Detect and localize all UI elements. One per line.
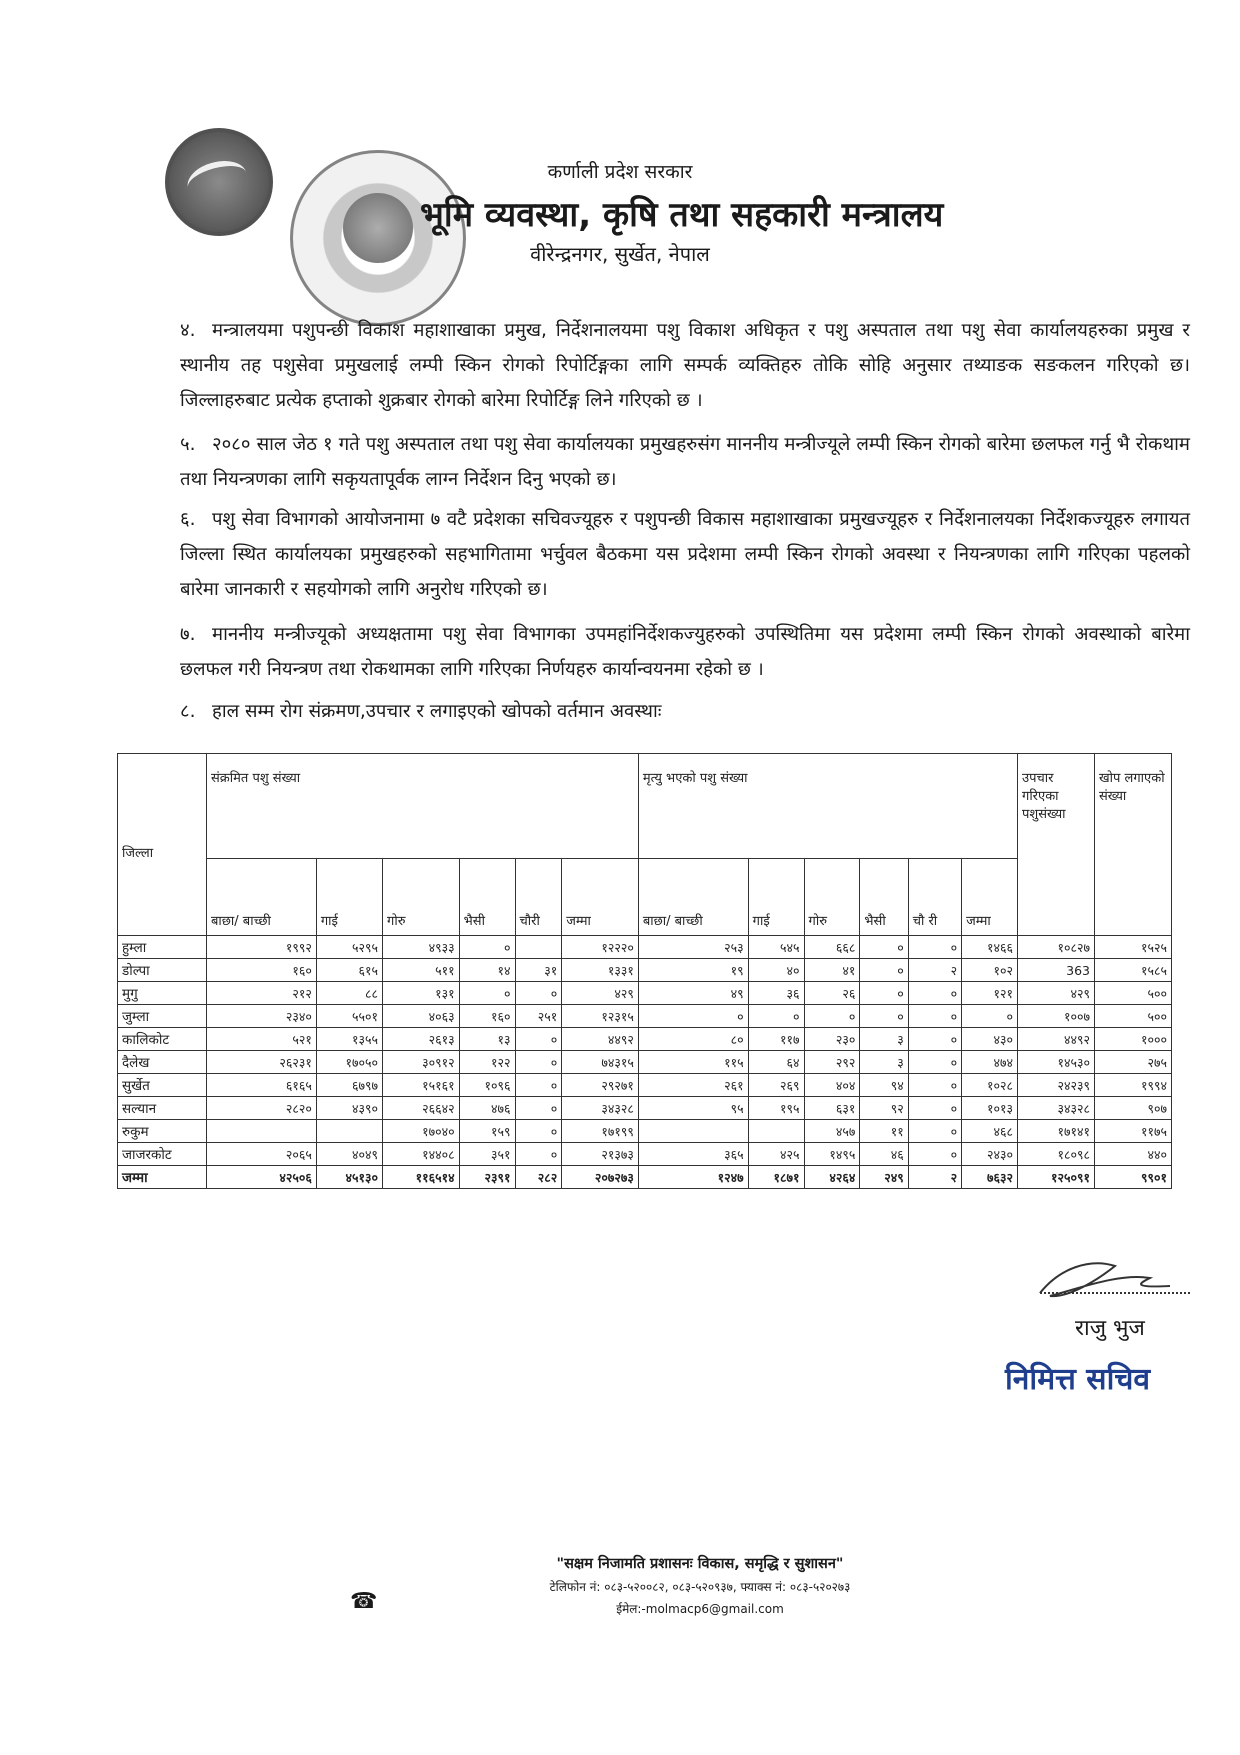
value-cell: 363 (1018, 959, 1095, 982)
value-cell: २४३० (962, 1143, 1018, 1166)
value-cell: ६६८ (804, 936, 860, 959)
sub-header: भैसी (459, 859, 515, 936)
value-cell: ० (908, 1143, 961, 1166)
value-cell: १०२८ (962, 1074, 1018, 1097)
value-cell: ० (860, 959, 908, 982)
dead-header: मृत्यु भएको पशु संख्या (638, 754, 1017, 859)
value-cell: २०७२७३ (562, 1166, 639, 1189)
value-cell (748, 1120, 804, 1143)
government-name: कर्णाली प्रदेश सरकार (547, 161, 693, 183)
sub-header: जम्मा (562, 859, 639, 936)
table-row (118, 1120, 1172, 1143)
value-cell: ११ (860, 1120, 908, 1143)
value-cell: ७४३१५ (562, 1051, 639, 1074)
paragraph-text: मन्त्रालयमा पशुपन्छी विकाश महाशाखाका प्रमुख, निर्देशनालयमा पशु विकाश अधिकृत र पशु अस्पताल तथा पशु सेवा कार्यालयहरुका प्रमुख र स्थानीय तह पशुसेवा प्रमुखलाई लम्पी स्किन रोगको रिपोर्टिङ्गका लागि सम्पर्क व्यक्तिहरु तोकि सोहि अनुसार तथ्याङक सङकलन गरिएको छ। जिल्लाहरुबाट प्रत्येक हप्ताको शुक्रबार रोगको बारेमा रिपोर्टिङ्ग लिने गरिएको छ । (180, 320, 1190, 411)
value-cell (316, 1120, 382, 1143)
telephone-icon: ☎ (350, 1589, 378, 1614)
table-row (118, 1074, 1172, 1097)
value-cell: ४२५०६ (207, 1166, 317, 1189)
value-cell: ३१ (515, 959, 562, 982)
value-cell: ४५७ (804, 1120, 860, 1143)
table-row (118, 1143, 1172, 1166)
value-cell: १०८२७ (1018, 936, 1095, 959)
value-cell (638, 1120, 748, 1143)
value-cell: १४९५ (804, 1143, 860, 1166)
value-cell: १४ (459, 959, 515, 982)
value-cell: ० (459, 936, 515, 959)
table-row (118, 982, 1172, 1005)
value-cell: ४२६४ (804, 1166, 860, 1189)
value-cell: ४२९ (562, 982, 639, 1005)
value-cell: १२२२० (562, 936, 639, 959)
value-cell: १२४७ (638, 1166, 748, 1189)
sub-header: चौरी (515, 859, 562, 936)
value-cell: १५१६१ (383, 1074, 460, 1097)
value-cell: ० (515, 1028, 562, 1051)
value-cell: २३४० (207, 1005, 317, 1028)
value-cell: ७६३२ (962, 1166, 1018, 1189)
value-cell: ४९ (638, 982, 748, 1005)
value-cell (515, 936, 562, 959)
value-cell: ४२९ (1018, 982, 1095, 1005)
value-cell: १०९६ (459, 1074, 515, 1097)
value-cell: १३५५ (316, 1028, 382, 1051)
value-cell: २ (908, 1166, 961, 1189)
value-cell: २६९ (748, 1074, 804, 1097)
ministry-name: भूमि व्यवस्था, कृषि तथा सहकारी मन्त्रालय (420, 195, 944, 235)
district-cell: सल्यान (118, 1097, 207, 1120)
table-row (118, 959, 1172, 982)
value-cell: १५२५ (1095, 936, 1172, 959)
value-cell: १६० (207, 959, 317, 982)
value-cell: ४५१३० (316, 1166, 382, 1189)
value-cell: ४६८ (962, 1120, 1018, 1143)
value-cell: १७०५० (316, 1051, 382, 1074)
district-cell: मुगु (118, 982, 207, 1005)
value-cell: ४४९२ (1018, 1028, 1095, 1051)
vaccine-header: खोप लगाएको संख्या (1095, 754, 1172, 936)
district-cell: हुम्ला (118, 936, 207, 959)
value-cell: ० (908, 1097, 961, 1120)
value-cell: ० (908, 936, 961, 959)
paragraph-5 (180, 427, 1190, 497)
footer-contact: टेलिफोन नं: ०८३-५२००८२, ०८३-५२०९३७, फ्याक्स नं: ०८३-५२०२७३ (549, 1580, 851, 1594)
paragraph-6 (180, 502, 1190, 607)
value-cell: २४२३९ (1018, 1074, 1095, 1097)
value-cell: १८०९८ (1018, 1143, 1095, 1166)
value-cell: ४४० (1095, 1143, 1172, 1166)
value-cell: ३६ (748, 982, 804, 1005)
sub-header: चौ री (908, 859, 961, 936)
paragraph-number: ८. (180, 701, 196, 722)
value-cell: ४७४ (962, 1051, 1018, 1074)
signature-line (1040, 1292, 1190, 1294)
value-cell: ० (908, 1120, 961, 1143)
value-cell: १८७१ (748, 1166, 804, 1189)
table-row (118, 1097, 1172, 1120)
value-cell: ० (638, 1005, 748, 1028)
value-cell: ९४ (860, 1074, 908, 1097)
district-cell: रुकुम (118, 1120, 207, 1143)
value-cell: १००० (1095, 1028, 1172, 1051)
value-cell: २६ (804, 982, 860, 1005)
value-cell: २८२० (207, 1097, 317, 1120)
value-cell: ११७ (748, 1028, 804, 1051)
value-cell: १२२ (459, 1051, 515, 1074)
value-cell: ३५१ (459, 1143, 515, 1166)
value-cell: १४५३० (1018, 1051, 1095, 1074)
district-cell: कालिकोट (118, 1028, 207, 1051)
district-cell: डोल्पा (118, 959, 207, 982)
value-cell: ३ (860, 1028, 908, 1051)
value-cell: १३१ (383, 982, 460, 1005)
value-cell: ० (908, 1051, 961, 1074)
value-cell: ४०४९ (316, 1143, 382, 1166)
value-cell: ३०९१२ (383, 1051, 460, 1074)
value-cell: ९२ (860, 1097, 908, 1120)
district-header: जिल्ला (118, 754, 207, 936)
paragraph-number: ४. (180, 320, 196, 341)
lumpy-skin-status-table (117, 753, 1172, 1189)
sub-header: जम्मा (962, 859, 1018, 936)
value-cell: ६४ (748, 1051, 804, 1074)
value-cell: ० (515, 1120, 562, 1143)
value-cell (207, 1120, 317, 1143)
value-cell: ४७६ (459, 1097, 515, 1120)
value-cell: ४१ (804, 959, 860, 982)
value-cell: २९२ (804, 1051, 860, 1074)
value-cell: ० (515, 1143, 562, 1166)
value-cell: ९५ (638, 1097, 748, 1120)
value-cell: ५२१ (207, 1028, 317, 1051)
nepal-emblem-icon (165, 128, 273, 236)
value-cell: २९२७१ (562, 1074, 639, 1097)
total-row (118, 1166, 1172, 1189)
value-cell: ० (515, 1074, 562, 1097)
value-cell: १२१ (962, 982, 1018, 1005)
value-cell: ० (860, 936, 908, 959)
value-cell: ० (860, 1005, 908, 1028)
value-cell: ४२५ (748, 1143, 804, 1166)
paragraph-text: २०८० साल जेठ १ गते पशु अस्पताल तथा पशु सेवा कार्यालयका प्रमुखहरुसंग माननीय मन्त्रीज्यूले लम्पी स्किन रोगको बारेमा छलफल गर्नु भै रोकथाम तथा नियन्त्रणका लागि सकृयतापूर्वक लाग्न निर्देशन दिनु भएको छ। (180, 434, 1190, 490)
value-cell: २६२३१ (207, 1051, 317, 1074)
value-cell: २१३७३ (562, 1143, 639, 1166)
value-cell: ११७५ (1095, 1120, 1172, 1143)
treated-header: उपचार गरिएका पशुसंख्या (1018, 754, 1095, 936)
district-cell: जम्मा (118, 1166, 207, 1189)
paragraph-4 (180, 313, 1190, 418)
value-cell: १४४०८ (383, 1143, 460, 1166)
value-cell: ० (908, 982, 961, 1005)
value-cell: ५२९५ (316, 936, 382, 959)
value-cell: ४० (748, 959, 804, 982)
value-cell: ० (804, 1005, 860, 1028)
value-cell: ४०४ (804, 1074, 860, 1097)
value-cell: ४६ (860, 1143, 908, 1166)
value-cell: ४४९२ (562, 1028, 639, 1051)
infected-header: संक्रमित पशु संख्या (207, 754, 639, 859)
value-cell: ० (860, 982, 908, 1005)
value-cell: ९०७ (1095, 1097, 1172, 1120)
value-cell: ५०० (1095, 1005, 1172, 1028)
value-cell: २ (908, 959, 961, 982)
value-cell: २३९१ (459, 1166, 515, 1189)
value-cell: २६१३ (383, 1028, 460, 1051)
sub-header: गाई (748, 859, 804, 936)
value-cell: १२३१५ (562, 1005, 639, 1028)
value-cell: २६१ (638, 1074, 748, 1097)
district-cell: जुम्ला (118, 1005, 207, 1028)
value-cell: १९५ (748, 1097, 804, 1120)
value-cell: ३ (860, 1051, 908, 1074)
value-cell: ५५०१ (316, 1005, 382, 1028)
paragraph-text: हाल सम्म रोग संक्रमण,उपचार र लगाइएको खोपको वर्तमान अवस्थाः (212, 701, 662, 722)
footer-motto: "सक्षम निजामति प्रशासनः विकास, समृद्धि र सुशासन" (556, 1556, 844, 1572)
value-cell: ० (748, 1005, 804, 1028)
value-cell: २७५ (1095, 1051, 1172, 1074)
ministry-address: वीरेन्द्रनगर, सुर्खेत, नेपाल (530, 242, 710, 266)
value-cell: १९ (638, 959, 748, 982)
signatory-name: राजु भुज (1075, 1316, 1145, 1341)
sub-header: गोरु (383, 859, 460, 936)
value-cell: ८० (638, 1028, 748, 1051)
sub-header: बाछा/ बाच्छी (207, 859, 317, 936)
value-cell: ५११ (383, 959, 460, 982)
value-cell: ६३१ (804, 1097, 860, 1120)
value-cell: ३६५ (638, 1143, 748, 1166)
value-cell: १३ (459, 1028, 515, 1051)
sub-header: गोरु (804, 859, 860, 936)
value-cell: १३३१ (562, 959, 639, 982)
table-row (118, 1051, 1172, 1074)
value-cell: १०१३ (962, 1097, 1018, 1120)
value-cell: ० (908, 1005, 961, 1028)
paragraph-8 (180, 694, 1190, 729)
value-cell: ० (962, 1005, 1018, 1028)
table-row (118, 936, 1172, 959)
value-cell: १०२ (962, 959, 1018, 982)
value-cell: १९९४ (1095, 1074, 1172, 1097)
sub-header: बाछा/ बाच्छी (638, 859, 748, 936)
value-cell: ६७९७ (316, 1074, 382, 1097)
value-cell: १५८५ (1095, 959, 1172, 982)
value-cell: ३४३२८ (562, 1097, 639, 1120)
value-cell: ११५ (638, 1051, 748, 1074)
value-cell: ९९०१ (1095, 1166, 1172, 1189)
value-cell: १७०४० (383, 1120, 460, 1143)
value-cell: ८८ (316, 982, 382, 1005)
value-cell: १६० (459, 1005, 515, 1028)
sub-header: गाई (316, 859, 382, 936)
value-cell: ४०६३ (383, 1005, 460, 1028)
district-cell: दैलेख (118, 1051, 207, 1074)
value-cell: १४६६ (962, 936, 1018, 959)
value-cell: ६१६५ (207, 1074, 317, 1097)
value-cell: ० (515, 982, 562, 1005)
value-cell: ४३० (962, 1028, 1018, 1051)
value-cell: ११६५१४ (383, 1166, 460, 1189)
value-cell: १७१९९ (562, 1120, 639, 1143)
district-cell: जाजरकोट (118, 1143, 207, 1166)
paragraph-number: ५. (180, 434, 196, 455)
value-cell: २५३ (638, 936, 748, 959)
value-cell: ४३९० (316, 1097, 382, 1120)
paragraph-text: माननीय मन्त्रीज्यूको अध्यक्षतामा पशु सेवा विभागका उपमहांनिर्देशकज्युहरुको उपस्थितिमा यस प्रदेशमा लम्पी स्किन रोगको अवस्थाको बारेमा छलफल गरी नियन्त्रण तथा रोकथामका लागि गरिएका निर्णयहरु कार्यान्वयनमा रहेको छ । (180, 624, 1190, 680)
value-cell: २५१ (515, 1005, 562, 1028)
value-cell: २३० (804, 1028, 860, 1051)
paragraph-7 (180, 617, 1190, 687)
value-cell: २०६५ (207, 1143, 317, 1166)
value-cell: २४९ (860, 1166, 908, 1189)
value-cell: २१२ (207, 982, 317, 1005)
value-cell: ० (908, 1028, 961, 1051)
value-cell: ४९३३ (383, 936, 460, 959)
district-cell: सुर्खेत (118, 1074, 207, 1097)
value-cell: १५९ (459, 1120, 515, 1143)
table-row (118, 1005, 1172, 1028)
table-row (118, 1028, 1172, 1051)
value-cell: १००७ (1018, 1005, 1095, 1028)
value-cell: ३४३२८ (1018, 1097, 1095, 1120)
signature-scrawl (1030, 1248, 1180, 1308)
sub-header: भैसी (860, 859, 908, 936)
value-cell: ५४५ (748, 936, 804, 959)
value-cell: १९९२ (207, 936, 317, 959)
value-cell: ० (459, 982, 515, 1005)
value-cell: ६१५ (316, 959, 382, 982)
value-cell: २६६४२ (383, 1097, 460, 1120)
footer-email: ईमेल:-molmacp6@gmail.com (616, 1602, 784, 1616)
value-cell: १७१४१ (1018, 1120, 1095, 1143)
value-cell: २८२ (515, 1166, 562, 1189)
paragraph-number: ७. (180, 624, 196, 645)
paragraph-text: पशु सेवा विभागको आयोजनामा ७ वटै प्रदेशका सचिवज्यूहरु र पशुपन्छी विकास महाशाखाका प्रमुखज्यूहरु र निर्देशनालयका निर्देशकज्यूहरु लगायत जिल्ला स्थित कार्यालयका प्रमुखहरुको सहभागितामा भर्चुवल बैठकमा यस प्रदेशमा लम्पी स्किन रोगको अवस्था र नियन्त्रणका लागि गरिएका पहलको बारेमा जानकारी र सहयोगको लागि अनुरोध गरिएको छ। (180, 509, 1190, 600)
value-cell: ० (908, 1074, 961, 1097)
value-cell: ० (515, 1051, 562, 1074)
value-cell: १२५०९१ (1018, 1166, 1095, 1189)
signatory-title: निमित्त सचिव (1005, 1362, 1151, 1397)
paragraph-number: ६. (180, 509, 196, 530)
value-cell: ० (515, 1097, 562, 1120)
value-cell: ५०० (1095, 982, 1172, 1005)
